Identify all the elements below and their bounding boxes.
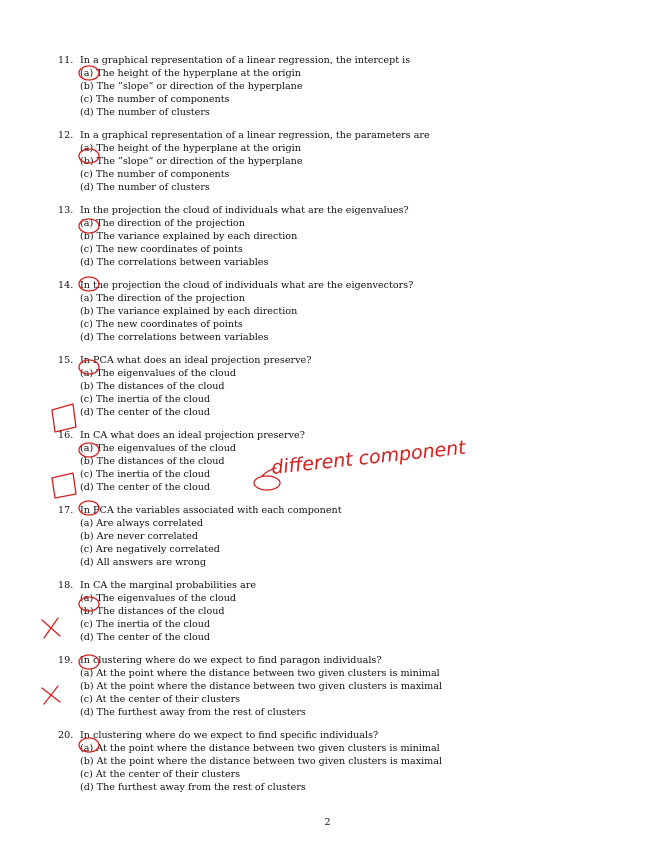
option-b: (b) Are never correlated — [80, 531, 198, 542]
option-b: (b) The ”slope” or direction of the hyperplane — [80, 81, 303, 92]
question-number: 18. — [58, 580, 74, 591]
question-text: In clustering where do we expect to find paragon individuals? — [80, 655, 382, 666]
option-d: (d) The center of the cloud — [80, 407, 211, 418]
option-c: (c) The new coordinates of points — [80, 319, 243, 330]
option-a: (a) The height of the hyperplane at the origin — [80, 143, 301, 154]
option-d: (d) The center of the cloud — [80, 632, 211, 643]
question-number: 15. — [58, 355, 74, 366]
option-c: (c) At the center of their clusters — [80, 769, 241, 780]
question-13 — [58, 204, 618, 269]
option-c: (c) Are negatively correlated — [80, 544, 220, 555]
option-d: (d) The number of clusters — [80, 107, 210, 118]
question-12 — [58, 129, 618, 194]
option-b: (b) The distances of the cloud — [80, 456, 225, 467]
option-b: (b) The ”slope” or direction of the hyperplane — [80, 156, 303, 167]
question-list — [58, 54, 618, 804]
option-a: (a) At the point where the distance between two given clusters is minimal — [80, 668, 440, 679]
question-number: 12. — [58, 130, 74, 141]
option-a: (a) Are always correlated — [80, 518, 204, 529]
option-d: (d) All answers are wrong — [80, 557, 206, 568]
question-number: 16. — [58, 430, 74, 441]
option-a: (a) At the point where the distance between two given clusters is minimal — [80, 743, 440, 754]
option-b: (b) The distances of the cloud — [80, 606, 225, 617]
question-number: 14. — [58, 280, 74, 291]
question-18 — [58, 579, 618, 644]
option-a: (a) The eigenvalues of the cloud — [80, 593, 237, 604]
option-d: (d) The furthest away from the rest of clusters — [80, 707, 306, 718]
option-a: (a) The height of the hyperplane at the origin — [80, 68, 301, 79]
question-text: In a graphical representation of a linear regression, the parameters are — [80, 130, 430, 141]
question-20 — [58, 729, 618, 794]
question-number: 11. — [58, 55, 74, 66]
option-c: (c) The inertia of the cloud — [80, 469, 211, 480]
handwritten-note: different component — [270, 436, 467, 479]
option-b: (b) The variance explained by each direction — [80, 231, 298, 242]
option-a: (a) The direction of the projection — [80, 293, 245, 304]
question-text: In the projection the cloud of individuals what are the eigenvalues? — [80, 205, 409, 216]
question-19 — [58, 654, 618, 719]
option-c: (c) The inertia of the cloud — [80, 619, 211, 630]
question-number: 19. — [58, 655, 74, 666]
question-number: 17. — [58, 505, 74, 516]
option-a: (a) The direction of the projection — [80, 218, 245, 229]
option-d: (d) The correlations between variables — [80, 257, 269, 268]
option-c: (c) The inertia of the cloud — [80, 394, 211, 405]
option-d: (d) The center of the cloud — [80, 482, 211, 493]
page-number: 2 — [324, 817, 331, 828]
option-a: (a) The eigenvalues of the cloud — [80, 443, 237, 454]
question-17 — [58, 504, 618, 569]
question-text: In CA what does an ideal projection preserve? — [80, 430, 305, 441]
question-16 — [58, 429, 618, 494]
question-text: In a graphical representation of a linear regression, the intercept is — [80, 55, 411, 66]
question-number: 20. — [58, 730, 74, 741]
question-text: In clustering where do we expect to find specific individuals? — [80, 730, 379, 741]
question-text: In the projection the cloud of individuals what are the eigenvectors? — [80, 280, 414, 291]
question-14 — [58, 279, 618, 344]
option-b: (b) At the point where the distance between two given clusters is maximal — [80, 756, 443, 767]
option-c: (c) The new coordinates of points — [80, 244, 243, 255]
option-d: (d) The number of clusters — [80, 182, 210, 193]
option-c: (c) At the center of their clusters — [80, 694, 241, 705]
option-c: (c) The number of components — [80, 94, 230, 105]
option-d: (d) The furthest away from the rest of clusters — [80, 782, 306, 793]
question-15 — [58, 354, 618, 419]
question-11 — [58, 54, 618, 119]
option-b: (b) At the point where the distance between two given clusters is maximal — [80, 681, 443, 692]
question-text: In PCA what does an ideal projection preserve? — [80, 355, 312, 366]
option-c: (c) The number of components — [80, 169, 230, 180]
option-b: (b) The distances of the cloud — [80, 381, 225, 392]
option-d: (d) The correlations between variables — [80, 332, 269, 343]
question-number: 13. — [58, 205, 74, 216]
question-text: In PCA the variables associated with each component — [80, 505, 342, 516]
option-b: (b) The variance explained by each direction — [80, 306, 298, 317]
question-text: In CA the marginal probabilities are — [80, 580, 256, 591]
option-a: (a) The eigenvalues of the cloud — [80, 368, 237, 379]
